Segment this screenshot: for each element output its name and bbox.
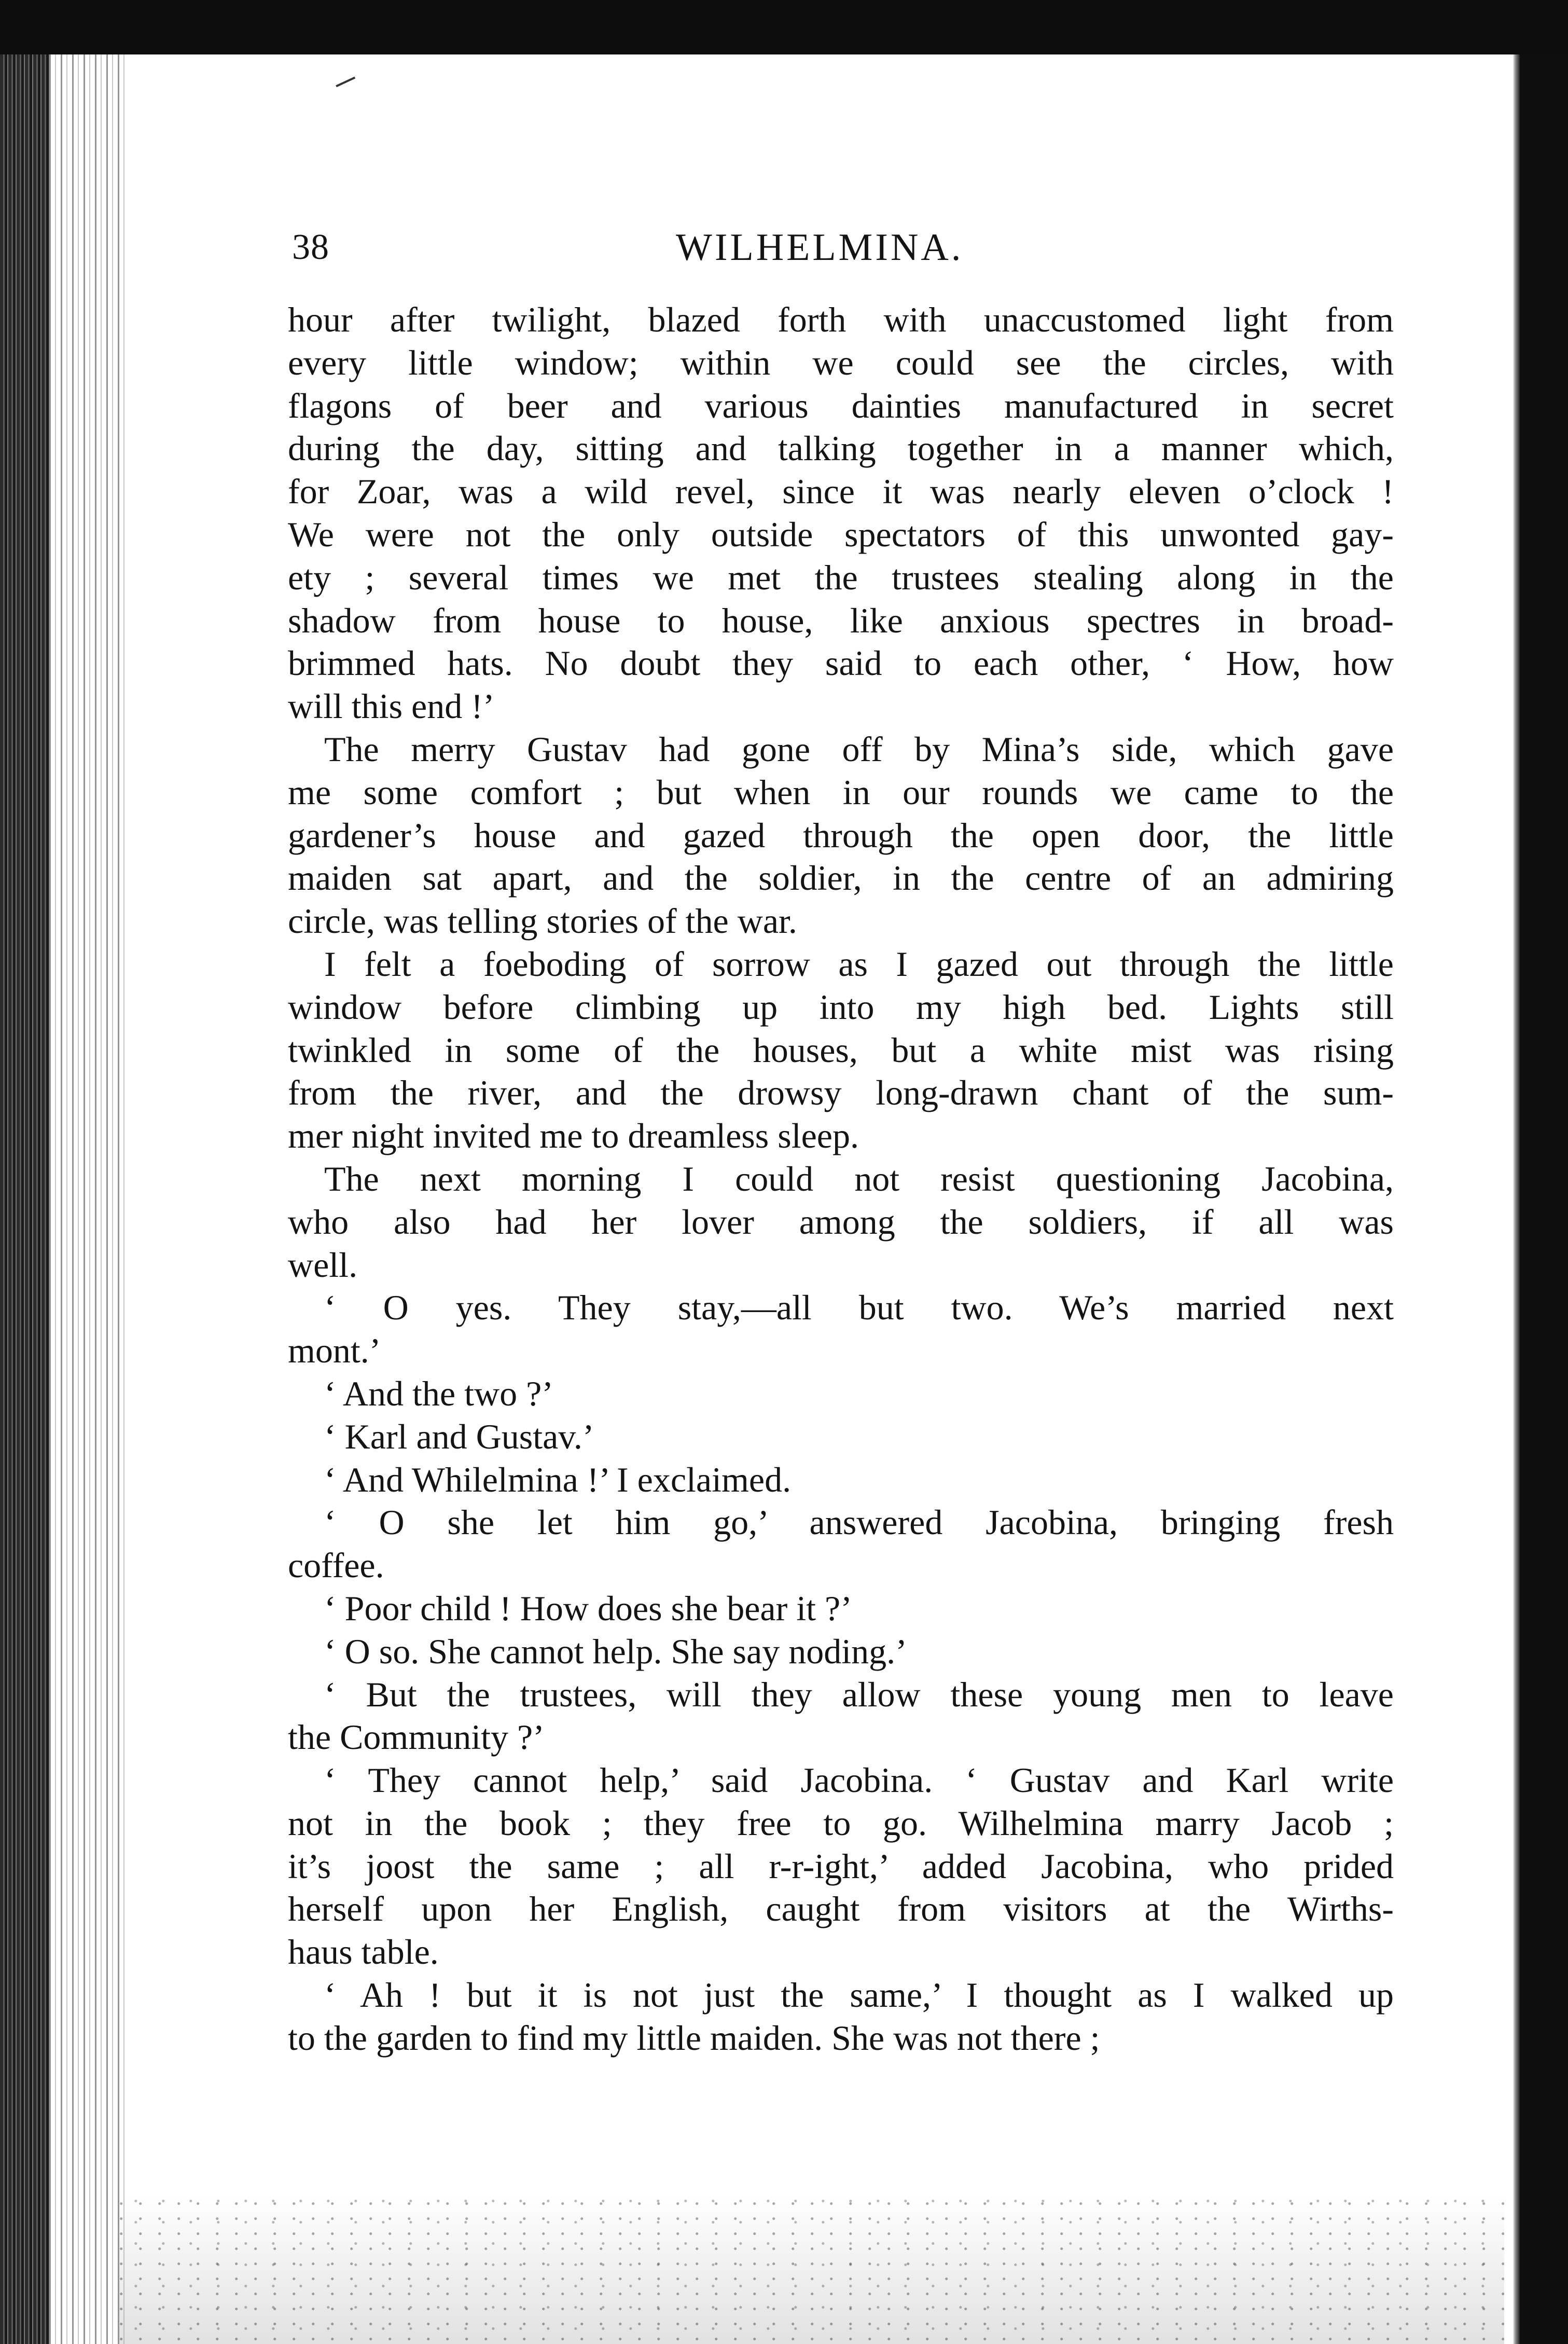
text-line: ety ; several times we met the trustees stealing along in the [288,557,1394,597]
paragraph [288,1458,1394,1501]
text-line: to the garden to find my little maiden. She was not there ; [288,2018,1100,2058]
text-line: maiden sat apart, and the soldier, in the centre of an admiring [288,858,1394,898]
text-line: ‘ And the two ?’ [324,1373,553,1413]
page-header-title: WILHELMINA. [676,226,964,269]
text-line: hour after twilight, blazed forth with unaccustomed light from [288,300,1394,339]
text-line: ‘ They cannot help,’ said Jacobina. ‘ Gustav and Karl write [324,1760,1394,1800]
running-head [292,224,1395,271]
text-line: from the river, and the drowsy long-drawn chant of the sum- [288,1073,1394,1113]
paragraph [288,1974,1394,2060]
text-line: flagons of beer and various dainties manufactured in secret [288,385,1394,425]
text-line: will this end !’ [288,686,495,726]
text-line: who also had her lover among the soldiers, if all was [288,1202,1394,1242]
scan-page-edge [1504,54,1520,2344]
scan-gutter-shadow [49,54,127,2344]
text-line: well. [288,1245,358,1285]
text-line: the Community ?’ [288,1717,545,1757]
paragraph [288,943,1394,1157]
text-line: ‘ O yes. They stay,—all but two. We’s married next [324,1288,1394,1328]
scan-top-border [0,0,1568,54]
paragraph [288,1630,1394,1673]
paragraph [288,728,1394,943]
text-line: me some comfort ; but when in our rounds we came to the [288,772,1394,812]
text-line: ‘ Karl and Gustav.’ [324,1416,594,1456]
page-number: 38 [292,227,329,267]
paragraph [288,1587,1394,1630]
text-line: brimmed hats. No doubt they said to each other, ‘ How, how [288,643,1394,683]
paragraph [288,1759,1394,1974]
paragraph [288,1501,1394,1587]
text-line: every little window; within we could see the circles, with [288,342,1394,382]
text-line: ‘ But the trustees, will they allow these young men to leave [324,1674,1394,1714]
text-line: circle, was telling stories of the war. [288,901,797,941]
scan-bottom-noise [119,2195,1504,2344]
text-line: ‘ And Whilelmina !’ I exclaimed. [324,1459,792,1499]
paragraph [288,1372,1394,1415]
text-line: herself upon her English, caught from visitors at the Wirths- [288,1889,1394,1929]
text-line: ‘ Poor child ! How does she bear it ?’ [324,1588,852,1628]
text-line: not in the book ; they free to go. Wilhelmina marry Jacob ; [288,1803,1394,1843]
paragraph [288,1673,1394,1759]
text-line: for Zoar, was a wild revel, since it was nearly eleven o’clock ! [288,472,1394,512]
stray-pen-mark [336,77,359,96]
text-line: gardener’s house and gazed through the open door, the little [288,815,1394,855]
text-line: ‘ O so. She cannot help. She say noding.’ [324,1631,907,1671]
text-line: mer night invited me to dreamless sleep. [288,1116,859,1156]
text-line: haus table. [288,1932,439,1972]
text-line: window before climbing up into my high bed. Lights still [288,987,1394,1027]
text-line: ‘ O she let him go,’ answered Jacobina, bringing fresh [324,1502,1394,1542]
body-text [288,298,1394,2060]
text-line: coffee. [288,1546,384,1585]
text-line: I felt a foeboding of sorrow as I gazed out through the little [324,944,1394,984]
text-line: The merry Gustav had gone off by Mina’s side, which gave [324,729,1394,769]
text-line: We were not the only outside spectators of this unwonted gay- [288,514,1394,554]
text-line: during the day, sitting and talking together in a manner which, [288,429,1394,468]
text-line: ‘ Ah ! but it is not just the same,’ I thought as I walked up [324,1975,1394,2015]
text-line: shadow from house to house, like anxious spectres in broad- [288,600,1394,640]
text-line: mont.’ [288,1331,381,1371]
paragraph [288,298,1394,728]
scan-left-gutter [0,54,49,2344]
text-line: twinkled in some of the houses, but a white mist was rising [288,1030,1394,1070]
paragraph [288,1157,1394,1286]
paragraph [288,1415,1394,1458]
text-line: it’s joost the same ; all r-r-ight,’ added Jacobina, who prided [288,1846,1394,1886]
scan-right-border [1520,54,1568,2344]
text-line: The next morning I could not resist questioning Jacobina, [324,1159,1394,1198]
paragraph [288,1286,1394,1372]
